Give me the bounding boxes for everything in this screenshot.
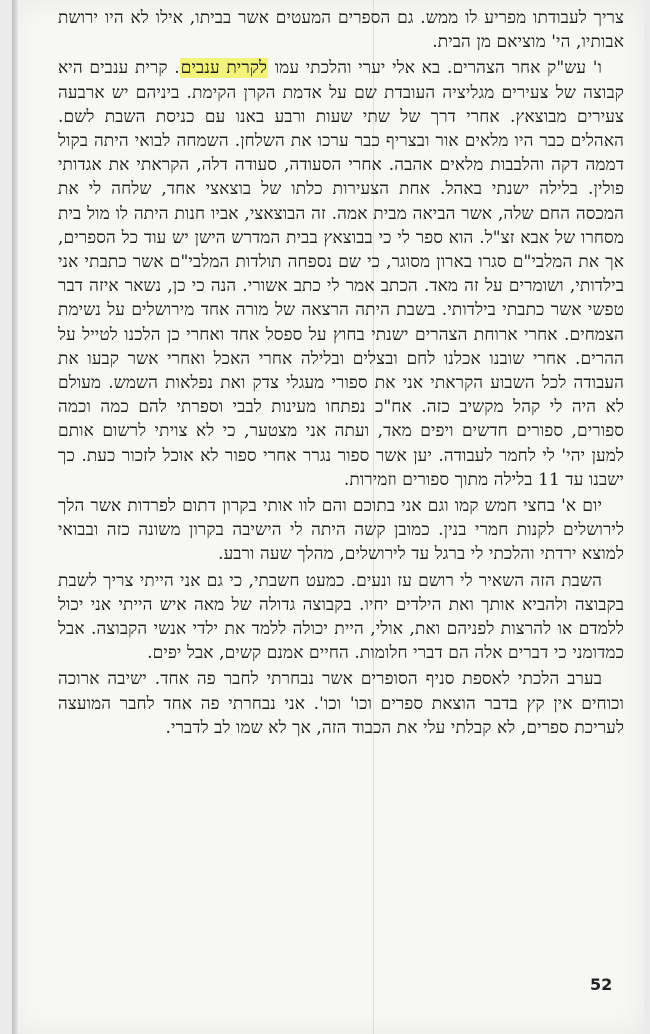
binding-shadow — [12, 0, 18, 1034]
paragraph-4: השבת הזה השאיר לי רושם עז ונעים. כמעט חשבתי, כי גם אני הייתי צריך לשבת בקבוצה ולהביא אותך ואת הילדים יחיו. בקבוצה גדולה של מאה איש הייתי אני יכול ללמדם או להרצות לפניהם ואת, אולי, היית יכולה ללמד את ילדי אנשי הקבוצה. אבל כמדומני כי דברים אלה הם דברי חלומות. החיים אמנם קשים, אבל יפים. — [58, 570, 624, 664]
paragraph-1: צריך לעבודתו מפריע לו ממש. גם הספרים המעטים אשר בביתו, אילו לא היו ירושת אבותיו, הי' מוציאם מן הבית. — [58, 8, 624, 53]
body-text — [58, 6, 624, 742]
paragraph-3: יום א' בחצי חמש קמו וגם אני בתוכם והם לוו אותי בקרון דתום לפרדות אשר הלך לירושלים לקנות חמרי בנין. כמובן קשה היתה לי הישיבה בקרון משונה כזה ובבואי למוצא ירדתי והלכתי לי ברגל עד לירושלים, מהלך שעה ורבע. — [58, 496, 624, 565]
paragraph-5: בערב הלכתי לאספת סניף הסופרים אשר נבחרתי לחבר פה אחד. ישיבה ארוכה וכוחים אין קץ בדבר הוצאת ספרים וכו' וכו'. אני נבחרתי פה אחד לחבר המועצה לעריכת ספרים, לא קבלתי עלי את הכבוד הזה, אך לא שמו לב לדברי. — [58, 669, 624, 738]
document-page — [12, 0, 644, 1034]
paragraph-2-lead: ו' עש"ק אחר הצהרים. בא אלי יערי והלכתי עמו — [268, 58, 602, 79]
page-number: 52 — [590, 975, 613, 994]
highlighted-place-name: לקרית ענבים — [180, 58, 268, 79]
paragraph-2-body: . קרית ענבים היא קבוצה של צעירים מגליציה העובדת שם על אדמת הקרן הקימת. ביניהם יש ארבעה צעירים מבוצאץ. אחרי דרך של שתי שעות ורבע באנו עם כניסת השבת לשם. האהלים כבר היו מלאים אור ובצריף כבר ערכו את השלחן. השמחה לבואי היתה בקול דממה דקה והלבבות מלאים אהבה. אחרי הסעודה, סעודה דלה, הקראתי את אגדותי פולין. בלילה ישנתי באהל. אחת הצעירות כלתו של בוצאצי אחד, שלחה לי את המכסה החם שלה, אשר הביאה מבית אמה. זה הבוצאצי, אביו חנות היתה לו מול בית מסחרו של אבא זצ"ל. הוא ספר לי כי בבוצאץ בבית המדרש הישן יש עוד כל הספרים, אך את המלבי"ם סגרו בארון מסוגר, כי שם נספחה תולדות המלבי"ם אשר כתבתי אני בילדותי, ושומרים על זה מאד. הכתב אמר לי כתב אשורי. הנה כי כן, נשאר איזה דבר טפשי אשר כתבתי בילדותי. בשבת היתה הרצאה של מורה אחד מירושלים על נשימת הצמחים. אחרי ארוחת הצהרים ישנתי בחוץ על ספסל אחד ואחרי כן הלכנו לטייל על ההרים. אחרי שובנו אכלנו לחם ובצלים ובלילה אחרי האכל ואחרי אשר קבעו את העבודה לכל השבוע הקראתי אני את ספורי מעגלי צדק ואת נפלאות השמש. מעולם לא היה לי קהל מקשיב כזה. אח"כ נפתחו מעינות לבבי וספרתי להם כמה וכמה ספורים, ספורים חדשים ויפים מאד, ועתה אני מצטער, כי לא צויתי לרשום אותם למען יהי' לי לחמר לעבודה. יען אשר ספור נגרר אחרי ספור לא אוכל לזכור כעת. כך ישבנו עד 11 בלילה מתוך ספורים וזמירות. — [58, 58, 624, 490]
paragraph-2 — [58, 56, 624, 492]
